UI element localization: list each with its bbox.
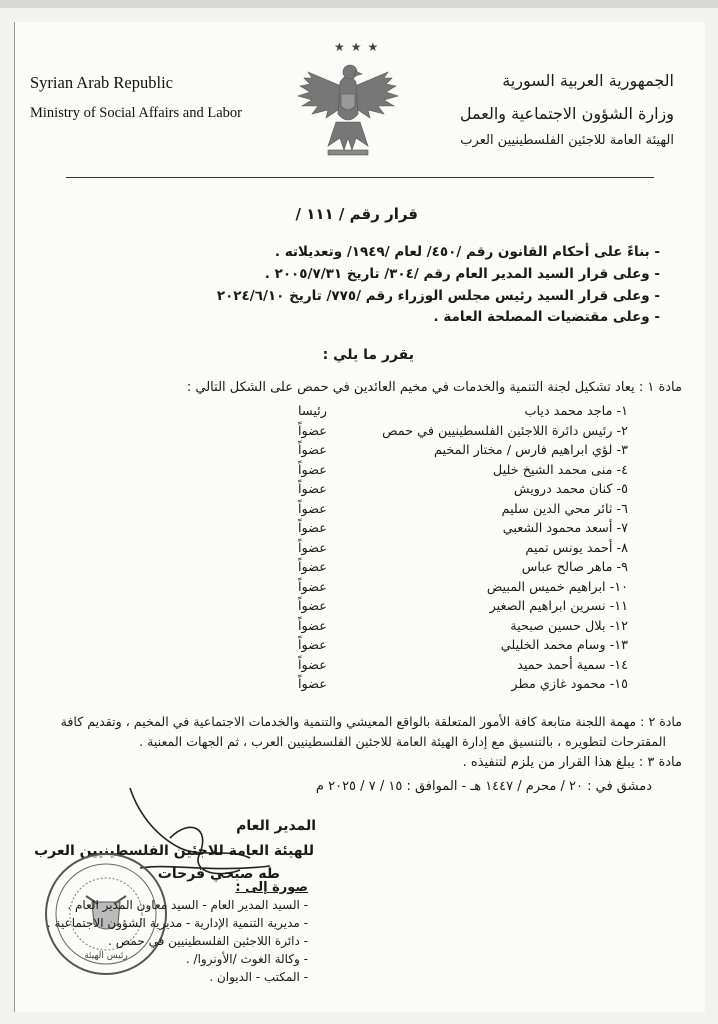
- header-ar-line1: الجمهورية العربية السورية: [502, 71, 674, 90]
- top-bar: [0, 0, 718, 8]
- member-name: ١٣- وسام محمد الخليلي: [500, 638, 628, 653]
- article-1: مادة ١ : يعاد تشكيل لجنة التنمية والخدمات في مخيم العائدين في حمص على الشكل التالي :: [186, 380, 682, 395]
- member-role: عضواً: [298, 638, 327, 653]
- member-row: [298, 482, 628, 497]
- basis-line: - بناءً على أحكام القانون رقم /٤٥٠/ لعام /١٩٤٩/ وتعديلاته .: [274, 244, 660, 260]
- member-name: ٥- كنان محمد درويش: [513, 482, 628, 497]
- member-role: عضواً: [298, 677, 327, 692]
- copies-item: - وكالة الغوث /الأونروا/ .: [185, 952, 308, 966]
- member-role: عضواً: [298, 443, 327, 458]
- member-row: [298, 521, 628, 536]
- member-row: [298, 541, 628, 556]
- member-row: [298, 560, 628, 575]
- member-name: ٨- أحمد يونس تميم: [525, 540, 628, 556]
- signature-name: طه صبحي فرحات: [157, 866, 280, 882]
- seal-text: رئيس الهيئة: [84, 951, 128, 961]
- copies-title: صورة إلى :: [235, 880, 308, 895]
- member-row: [298, 580, 628, 595]
- member-row: [298, 677, 628, 692]
- member-name: ١٥- محمود غازي مطر: [511, 677, 628, 692]
- member-name: ١٤- سمية أحمد حميد: [517, 657, 628, 673]
- header-ar-line2: وزارة الشؤون الاجتماعية والعمل: [459, 104, 674, 123]
- member-role: رئيسا: [298, 404, 327, 419]
- member-name: ٦- ثائر محي الدين سليم: [501, 501, 628, 517]
- header-en-line2: Ministry of Social Affairs and Labor: [30, 105, 242, 121]
- member-name: ٧- أسعد محمود الشعبي: [502, 521, 628, 536]
- member-role: عضواً: [298, 501, 327, 517]
- eagle-emblem-icon: [288, 42, 408, 162]
- member-row: [298, 424, 628, 439]
- member-role: عضواً: [298, 560, 327, 575]
- member-name: ١٠- ابراهيم خميس المبيض: [486, 579, 628, 595]
- header-divider: [66, 177, 654, 178]
- article-2-line1: مادة ٢ : مهمة اللجنة متابعة كافة الأمور المتعلقة بالواقع المعيشي والتنمية والخدمات الاجتماعية في المخيم ، وتقديم كافة: [60, 714, 682, 729]
- member-row: [298, 443, 628, 458]
- member-row: [298, 463, 628, 478]
- member-role: عضواً: [298, 579, 327, 595]
- article-2-line2: المقترحات لتطويره ، بالتنسيق مع إدارة الهيئة العامة للاجئين الفلسطينيين العرب ، ثم الجهات المعنية .: [139, 734, 666, 749]
- member-row: [298, 638, 628, 653]
- member-name: ٣- لؤي ابراهيم فارس / مختار المخيم: [434, 443, 628, 458]
- header-ar-line3: الهيئة العامة للاجئين الفلسطينيين العرب: [460, 133, 674, 148]
- member-name: ١١- نسرين ابراهيم الصغير: [489, 599, 628, 614]
- basis-line: - وعلى قرار السيد المدير العام رقم /٣٠٤/ تاريخ ٢٠٠٥/٧/٣١ .: [264, 266, 660, 282]
- member-name: ٩- ماهر صالح عباس: [521, 560, 628, 575]
- member-row: [298, 502, 628, 517]
- member-row: [298, 658, 628, 673]
- article-3: مادة ٣ : يبلغ هذا القرار من يلزم لتنفيذه .: [462, 755, 682, 770]
- basis-line: - وعلى قرار السيد رئيس مجلس الوزراء رقم /٧٧٥/ تاريخ ٢٠٢٤/٦/١٠: [216, 288, 660, 304]
- basis-line: - وعلى مقتضيات المصلحة العامة .: [433, 309, 660, 325]
- member-row: [298, 404, 628, 419]
- decree-title: قرار رقم / ١١١ /: [295, 205, 418, 223]
- member-role: عضواً: [298, 482, 327, 497]
- signature-org: للهيئة العامة للاجئين الفلسطينيين العرب: [34, 843, 314, 859]
- member-role: عضواً: [298, 618, 327, 634]
- resolves-heading: يقرر ما يلي :: [322, 347, 414, 363]
- member-name: ٤- منى محمد الشيخ خليل: [492, 462, 628, 478]
- copies-item: - مديرية التنمية الإدارية - مديرية الشؤون الاجتماعية .: [46, 916, 308, 930]
- member-name: ١- ماجد محمد دياب: [524, 404, 628, 419]
- member-row: [298, 599, 628, 614]
- emblem-stars-icon: ★★★: [334, 40, 385, 54]
- member-name: ٢- رئيس دائرة اللاجئين الفلسطينيين في حمص: [382, 423, 628, 439]
- official-seal-icon: [42, 850, 170, 978]
- member-role: عضواً: [298, 599, 327, 614]
- member-role: عضواً: [298, 462, 327, 478]
- header-en-line1: Syrian Arab Republic: [30, 73, 173, 92]
- member-name: ١٢- بلال حسين صبحية: [510, 618, 628, 634]
- member-row: [298, 619, 628, 634]
- copies-item: - السيد المدير العام - السيد معاون المدير العام .: [67, 898, 308, 912]
- copies-item: - دائرة اللاجئين الفلسطينيين في حمص .: [108, 934, 308, 948]
- copies-item: - المكتب - الديوان .: [209, 970, 308, 984]
- member-role: عضواً: [298, 657, 327, 673]
- member-role: عضواً: [298, 423, 327, 439]
- member-role: عضواً: [298, 521, 327, 536]
- signature-title: المدير العام: [236, 818, 316, 834]
- member-role: عضواً: [298, 540, 327, 556]
- decree-date: دمشق في : ٢٠ / محرم / ١٤٤٧ هـ - الموافق : ١٥ / ٧ / ٢٠٢٥ م: [315, 779, 652, 794]
